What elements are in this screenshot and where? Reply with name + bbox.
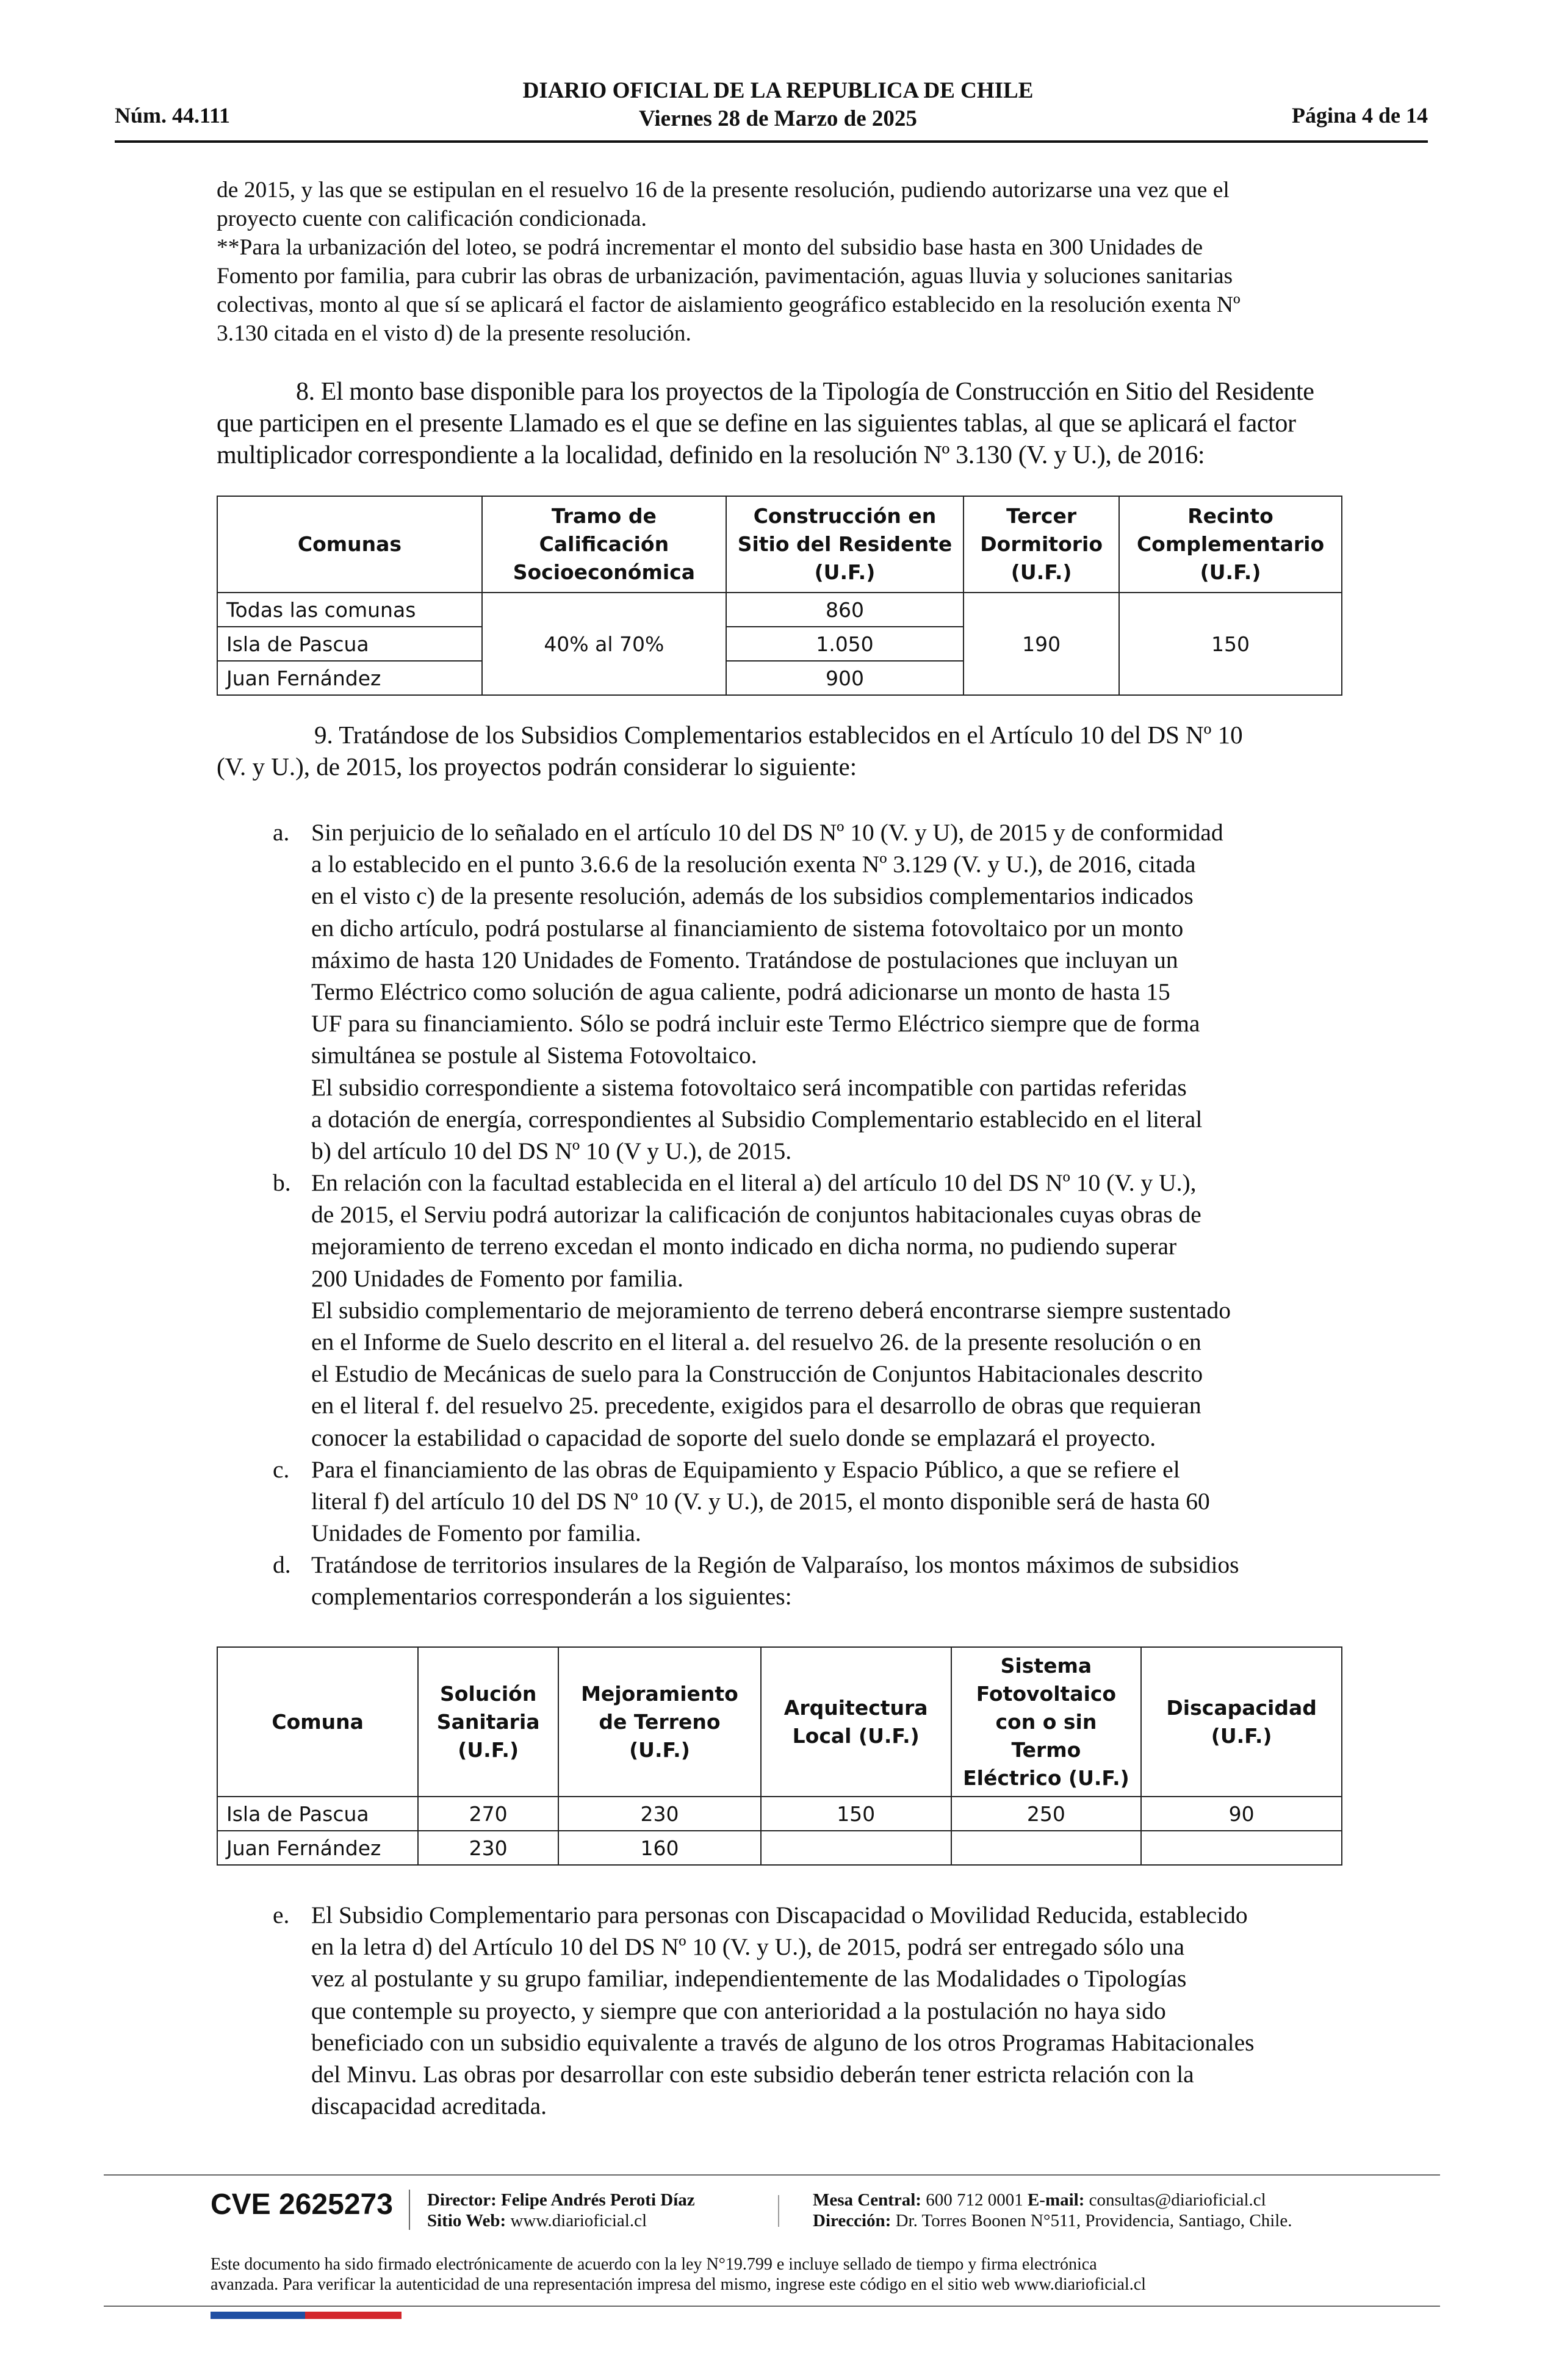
text-line: conocer la estabilidad o capacidad de soporte del suelo donde se emplazará el proyecto. (311, 1424, 1156, 1451)
subsidy-base-table (217, 496, 1342, 696)
text-line: en el visto c) de la presente resolución, además de los subsidios complementarios indicados (311, 882, 1194, 910)
column-header: Construcción en Sitio del Residente (U.F.) (726, 496, 964, 593)
text-line: el Estudio de Mecánicas de suelo para la Construcción de Conjuntos Habitacionales descrito (311, 1360, 1203, 1388)
text-line: 3.130 citada en el visto d) de la presente resolución. (217, 321, 691, 346)
cell-mejoramiento-terreno: 230 (558, 1797, 761, 1831)
header-divider (115, 140, 1428, 143)
website-label: Sitio Web: (427, 2211, 506, 2230)
text-line: UF para su financiamiento. Sólo se podrá incluir este Termo Eléctrico siempre que de forma (311, 1010, 1200, 1037)
cell-construccion: 900 (726, 661, 964, 695)
text-line: Unidades de Fomento por familia. (311, 1520, 641, 1547)
column-header: Discapacidad (U.F.) (1141, 1647, 1342, 1797)
cell-fotovoltaico (951, 1831, 1142, 1865)
footer-divider (104, 2174, 1440, 2176)
cell-tramo: 40% al 70% (482, 593, 726, 695)
table-header-row (217, 1647, 1342, 1797)
text-line: El subsidio correspondiente a sistema fotovoltaico será incompatible con partidas referidas (311, 1073, 1187, 1101)
text-line: El Subsidio Complementario para personas con Discapacidad o Movilidad Reducida, establecido (311, 1902, 1248, 1928)
text-line: mejoramiento de terreno excedan el monto indicado en dicha norma, no pudiendo superar (311, 1233, 1177, 1260)
text-line: 8. El monto base disponible para los proyectos de la Tipología de Construcción en Sitio del Residente (296, 378, 1314, 406)
text-line: del Minvu. Las obras por desarrollar con este subsidio deberán tener estricta relación con la (311, 2061, 1194, 2088)
cell-comuna: Isla de Pascua (217, 1797, 418, 1831)
flag-bar-red (305, 2312, 402, 2319)
text-line: multiplicador correspondiente a la localidad, definido en la resolución Nº 3.130 (V. y U.), de 2016: (217, 441, 1205, 469)
list-item-c (217, 1454, 1342, 1549)
newspaper-name: DIARIO OFICIAL DE LA REPUBLICA DE CHILE (522, 78, 1034, 103)
text-line: de 2015, el Serviu podrá autorizar la calificación de conjuntos habitacionales cuyas obras de (311, 1201, 1201, 1228)
address-label: Dirección: (813, 2211, 891, 2230)
column-header: Tercer Dormitorio (U.F.) (963, 496, 1119, 593)
website-link[interactable]: www.diarioficial.cl (510, 2211, 647, 2230)
text-line: vez al postulante y su grupo familiar, independientemente de las Modalidades o Tipologías (311, 1965, 1187, 1992)
cell-construccion: 860 (726, 593, 964, 627)
list-item-e (217, 1899, 1342, 2122)
section-8-paragraph (217, 376, 1342, 471)
cell-comuna: Juan Fernández (217, 1831, 418, 1865)
column-header: Comunas (217, 496, 482, 593)
flag-bar-blue (211, 2312, 305, 2319)
text-line: (V. y U.), de 2015, los proyectos podrán considerar lo siguiente: (217, 752, 857, 781)
table-row (217, 1831, 1342, 1865)
text-line: complementarios corresponderán a los siguientes: (311, 1583, 792, 1610)
director-info (427, 2190, 695, 2231)
insular-subsidies-table (217, 1646, 1342, 1866)
cell-solucion-sanitaria: 270 (418, 1797, 558, 1831)
list-marker: a. (273, 819, 290, 846)
cell-fotovoltaico: 250 (951, 1797, 1142, 1831)
text-line: Tratándose de territorios insulares de la Región de Valparaíso, los montos máximos de subsidios (311, 1551, 1239, 1578)
column-header: Arquitectura Local (U.F.) (761, 1647, 951, 1797)
phone-number: 600 712 0001 (926, 2190, 1023, 2210)
text-line: a dotación de energía, correspondientes al Subsidio Complementario establecido en el literal (311, 1105, 1203, 1133)
column-header: Mejoramiento de Terreno (U.F.) (558, 1647, 761, 1797)
email-link[interactable]: consultas@diarioficial.cl (1089, 2190, 1266, 2210)
text-line: Este documento ha sido firmado electrónicamente de acuerdo con la ley N°19.799 e incluye sellado de tiempo y firma electrónica (211, 2255, 1097, 2274)
text-line: máximo de hasta 120 Unidades de Fomento. Tratándose de postulaciones que incluyan un (311, 946, 1178, 973)
text-line: que contemple su proyecto, y siempre que con anterioridad a la postulación no haya sido (311, 1997, 1166, 2024)
table-header-row (217, 496, 1342, 593)
list-item-a (217, 817, 1342, 1167)
cell-comuna: Todas las comunas (217, 593, 482, 627)
text-line: en el Informe de Suelo descrito en el literal a. del resuelvo 26. de la presente resolución o en (311, 1329, 1201, 1356)
section-9-paragraph (217, 719, 1342, 782)
list-item-d (217, 1549, 1342, 1612)
cell-discapacidad (1141, 1831, 1342, 1865)
director-label: Director: (427, 2190, 497, 2210)
text-line: **Para la urbanización del loteo, se podrá incrementar el monto del subsidio base hasta en 300 Unidades de (217, 235, 1203, 260)
intro-paragraph (217, 176, 1342, 348)
cell-arquitectura-local (761, 1831, 951, 1865)
cve-code: CVE 2625273 (211, 2188, 393, 2221)
table-row (217, 593, 1342, 627)
list-marker: e. (273, 1902, 290, 1928)
cell-arquitectura-local: 150 (761, 1797, 951, 1831)
text-line: En relación con la facultad establecida en el literal a) del artículo 10 del DS Nº 10 (V. y U.), (311, 1169, 1197, 1196)
text-line: colectivas, monto al que sí se aplicará el factor de aislamiento geográfico establecido en la resolución exenta Nº (217, 292, 1241, 317)
text-line: de 2015, y las que se estipulan en el resuelvo 16 de la presente resolución, pudiendo autorizarse una vez que el (217, 178, 1230, 203)
text-line: en la letra d) del Artículo 10 del DS Nº 10 (V. y U.), de 2015, podrá ser entregado sólo una (311, 1933, 1184, 1961)
text-line: 200 Unidades de Fomento por familia. (311, 1264, 683, 1292)
text-line: Sin perjuicio de lo señalado en el artículo 10 del DS Nº 10 (V. y U), de 2015 y de conformidad (311, 819, 1223, 846)
text-line: Para el financiamiento de las obras de Equipamiento y Espacio Público, a que se refiere el (311, 1456, 1180, 1483)
text-line: 9. Tratándose de los Subsidios Complementarios establecidos en el Artículo 10 del DS Nº 10 (314, 721, 1243, 749)
cell-comuna: Isla de Pascua (217, 627, 482, 661)
text-line: beneficiado con un subsidio equivalente a través de alguno de los otros Programas Habitacionales (311, 2028, 1255, 2056)
text-line: El subsidio complementario de mejoramiento de terreno deberá encontrarse siempre sustentado (311, 1296, 1231, 1324)
text-line: avanzada. Para verificar la autenticidad de una representación impresa del mismo, ingrese este código en el sitio web www.diarioficial.cl (211, 2275, 1146, 2294)
footer-separator (778, 2195, 779, 2227)
text-line: literal f) del artículo 10 del DS Nº 10 (V. y U.), de 2015, el monto disponible será de hasta 60 (311, 1488, 1210, 1515)
list-marker: b. (273, 1169, 291, 1196)
email-label: E-mail: (1027, 2190, 1085, 2210)
text-line: en el literal f. del resuelvo 25. precedente, exigidos para el desarrollo de obras que requieran (311, 1392, 1201, 1419)
cell-recinto: 150 (1119, 593, 1342, 695)
table-row (217, 1797, 1342, 1831)
text-line: a lo establecido en el punto 3.6.6 de la resolución exenta Nº 3.129 (V. y U.), de 2016, citada (311, 851, 1196, 878)
list-item-b (217, 1167, 1342, 1454)
column-header: Solución Sanitaria (U.F.) (418, 1647, 558, 1797)
address: Dr. Torres Boonen N°511, Providencia, Santiago, Chile. (895, 2211, 1292, 2230)
cell-tercer-dormitorio: 190 (963, 593, 1119, 695)
text-line: proyecto cuente con calificación condicionada. (217, 206, 647, 231)
director-name: Felipe Andrés Peroti Díaz (501, 2190, 695, 2210)
cell-construccion: 1.050 (726, 627, 964, 661)
column-header: Recinto Complementario (U.F.) (1119, 496, 1342, 593)
column-header: Tramo de Calificación Socioeconómica (482, 496, 726, 593)
column-header: Sistema Fotovoltaico con o sin Termo Eléctrico (U.F.) (951, 1647, 1142, 1797)
cell-mejoramiento-terreno: 160 (558, 1831, 761, 1865)
text-line: Termo Eléctrico como solución de agua caliente, podrá adicionarse un monto de hasta 15 (311, 978, 1170, 1006)
footer-separator (409, 2190, 410, 2230)
cell-solucion-sanitaria: 230 (418, 1831, 558, 1865)
text-line: Fomento por familia, para cubrir las obras de urbanización, pavimentación, aguas lluvia y soluciones sanitarias (217, 264, 1233, 289)
phone-label: Mesa Central: (813, 2190, 921, 2210)
page-indicator: Página 4 de 14 (1291, 103, 1428, 128)
cell-comuna: Juan Fernández (217, 661, 482, 695)
text-line: simultánea se postule al Sistema Fotovoltaico. (311, 1042, 757, 1069)
text-line: que participen en el presente Llamado es el que se define en las siguientes tablas, al que se aplicará el factor (217, 409, 1296, 438)
column-header: Comuna (217, 1647, 418, 1797)
text-line: en dicho artículo, podrá postularse al financiamiento de sistema fotovoltaico por un monto (311, 914, 1184, 942)
list-marker: d. (273, 1551, 291, 1578)
text-line: discapacidad acreditada. (311, 2093, 547, 2120)
legal-notice (211, 2254, 1146, 2295)
list-marker: c. (273, 1456, 290, 1483)
contact-info (813, 2190, 1292, 2231)
issue-number: Núm. 44.111 (115, 103, 231, 128)
publication-date: Viernes 28 de Marzo de 2025 (639, 106, 917, 131)
text-line: b) del artículo 10 del DS Nº 10 (V y U.), de 2015. (311, 1138, 792, 1165)
footer-divider (104, 2306, 1440, 2307)
cell-discapacidad: 90 (1141, 1797, 1342, 1831)
